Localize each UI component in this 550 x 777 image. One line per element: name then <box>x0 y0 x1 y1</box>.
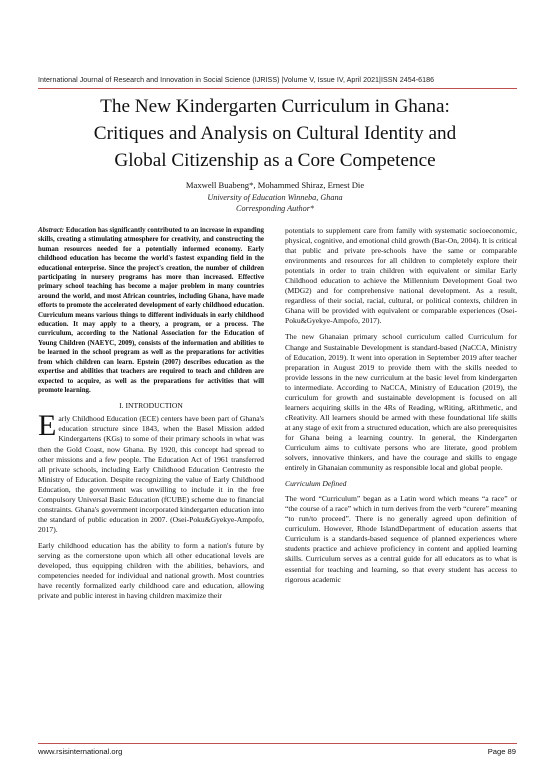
title-line-2: Critiques and Analysis on Cultural Identity and <box>93 123 457 144</box>
right-paragraph-3: The word “Curriculum” began as a Latin word which means “a race” or “the course of a race” which in turn derives from the verb “curere” meaning “to run/to proceed”. There is no generally agreed upon definition of curriculum. However, Rhode IslandDepartment of education asserts that Curriculum is a standards-based sequence of planned experiences where students practice and achieve proficiency in content and applied learning skills. Curriculum serves as a central guide for all educators as to what is essential for teaching and learning, so that every student has access to rigorous academic <box>285 494 517 584</box>
title-line-1: The New Kindergarten Curriculum in Ghana: <box>100 96 450 117</box>
abstract <box>38 226 264 395</box>
intro-paragraph-2: Early childhood education has the ability to form a nation's future by serving as the cornerstone upon which all other educational levels are developed, thus equipping children with the abilities, behaviors, and competencies needed for individual and national growth. Most countries have recently formalized early childhood care and education, allowing private and public interest in having children maximize their <box>38 540 264 601</box>
right-paragraph-1: potentials to supplement care from family with systematic socioeconomic, physical, cognitive, and emotional child growth (Bar-On, 2004). It is critical that public and private pre-schools have the same or comparable environments and resources for all children to completely explore their potentials in order to train children with equivalent or similar Early Childhood education to achieve the Millennium Development Goal two (MDG2) and for comprehensive national development. As a result, regardless of their social, racial, cultural, or political contexts, children in Ghana will be provided with equivalent or comparable experiences (Osei-Poku&Gyekye-Ampofo, 2017). <box>285 226 517 326</box>
intro-paragraph-1-text: arly Childhood Education (ECE) centers have been part of Ghana's education structure since 1843, when the Basel Mission added Kindergartens (KGs) to some of their primary schools in what was then the Gold Coast, now Ghana. By 1920, this concept had spread to other missions and a few people. The Education Act of 1961 transferred all private schools, including Early Childhood Education Centresto the Ministry of Education. Despite recognizing the value of Early Childhood Education, the government was unwilling to include it in the free Compulsory Universal Basic Education (fCUBE) scheme due to financial constraints. Ghana's government incorporated kindergarten education into the standard of public education in 2007. (Osei-Poku&Gyekye-Ampofo, 2017). <box>38 414 264 534</box>
footer-website: www.rsisinternational.org <box>38 747 123 756</box>
abstract-text: Education has significantly contributed to an increase in expanding skills, creating a stimulating atmosphere for creativity, and constructing the human resources needed for a potentially informed economy. Early childhood education has become the world's fastest expanding field in the educational enterprise. Since the project's creation, the number of children participating in nursery programs has more than increased. Effective primary school teaching has become a major problem in many countries around the world, and most African countries, including Ghana, have made efforts to promote the accelerated development of early childhood education. Curriculum means various things to different individuals in early childhood education. It may apply to a theory, a program, or a process. The curriculum, according to the National Association for the Education of Young Children (NAEYC, 2009), consists of the information and abilities to be learned in the school program as well as the preparations for activities from which children can learn. Epstein (2007) describes education as the expertise and abilities that teachers are required to teach and children are expected to acquire, as well as the preparations for activities that will promote learning. <box>38 227 264 394</box>
journal-header: International Journal of Research and Innovation in Social Science (IJRISS) |Volume V, Issue IV, April 2021|ISSN 2454-6186 <box>38 76 435 84</box>
left-column <box>38 226 264 601</box>
intro-paragraph-1 <box>38 409 264 535</box>
drop-cap: E <box>38 409 57 443</box>
article-title <box>40 93 510 174</box>
section-heading-introduction: I. INTRODUCTION <box>119 401 183 411</box>
subsection-heading: Curriculum Defined <box>285 479 347 489</box>
footer-page-number: Page 89 <box>487 747 516 756</box>
abstract-label: Abstract: <box>38 227 65 234</box>
right-column <box>285 226 517 585</box>
header-rule <box>38 88 517 89</box>
right-paragraph-2: The new Ghanaian primary school curriculum called Curriculum for Change and Sustainable Development is standard-based (NaCCA, Ministry of Education, 2019). It went into operation in September 2019 after teacher preparation in August 2019 to provide them with the skills needed to provide lessons in the new curriculum at the basic level from kindergarten to intermediate. According to NaCCA, Ministry of Education (2019), the curriculum for growth and sustainable development is focused on all learners acquiring skills in the 4Rs of Reading, wRiting, aRithmetic, and cReativity. All learners should be armed with these foundational life skills at any stage of exit from a structured education, which are also prerequisites for Ghana being a learning country. In general, the Kindergarten Curriculum aims to cultivate persons who are literate, good problem solvers, innovative thinkers, and have the courage and skills to engage entirely in Ghanaian community as responsible local and global people. <box>285 332 517 473</box>
affiliation-block <box>40 192 510 214</box>
footer-rule <box>38 743 517 744</box>
title-line-3: Global Citizenship as a Core Competence <box>114 150 436 171</box>
corresponding-author-note: Corresponding Author* <box>235 204 315 213</box>
affiliation: University of Education Winneba, Ghana <box>207 193 343 202</box>
author-list: Maxwell Buabeng*, Mohammed Shiraz, Ernest Die <box>185 180 365 190</box>
